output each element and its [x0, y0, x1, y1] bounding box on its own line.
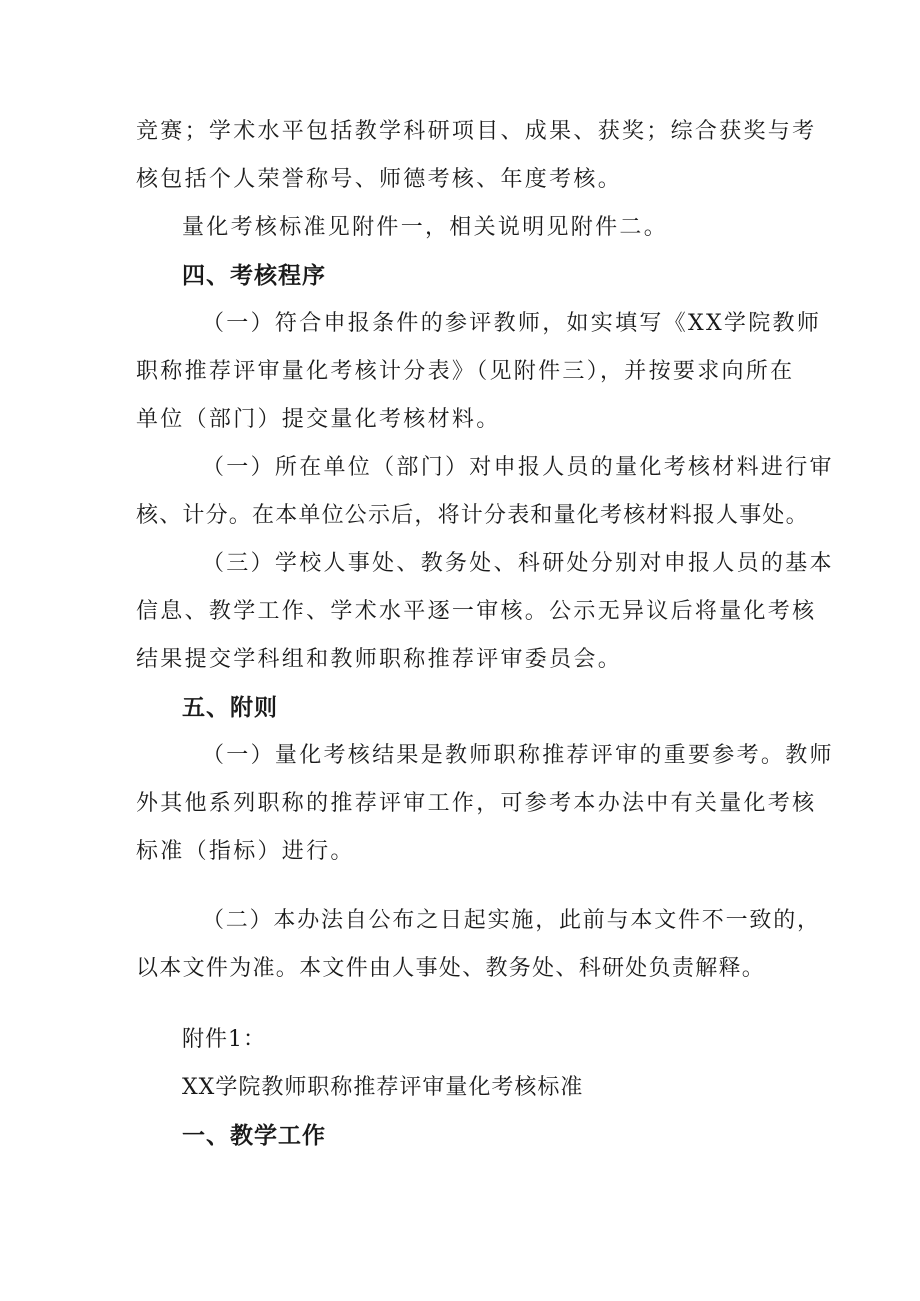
paragraph-line: 核包括个人荣誉称号、师德考核、年度考核。	[136, 167, 623, 192]
paragraph-line: 结果提交学科组和教师职称推荐评审委员会。	[136, 647, 623, 672]
paragraph-line: （一）所在单位（部门）对申报人员的量化考核材料进行审	[202, 455, 834, 480]
paragraph-line: 外其他系列职称的推荐评审工作，可参考本办法中有关量化考核	[136, 791, 817, 816]
attachment-title: XX学院教师职称推荐评审量化考核标准	[182, 1075, 584, 1100]
paragraph-line: （一）量化考核结果是教师职称推荐评审的重要参考。教师	[202, 743, 834, 768]
paragraph-line: （二）本办法自公布之日起实施，此前与本文件不一致的，	[202, 908, 821, 933]
attachment-label: 附件1：	[182, 1027, 266, 1052]
paragraph-line: 量化考核标准见附件一，相关说明见附件二。	[182, 215, 669, 240]
paragraph-line: （一）符合申报条件的参评教师，如实填写《XX学院教师	[202, 311, 822, 336]
paragraph-line: 竞赛；学术水平包括教学科研项目、成果、获奖；综合获奖与考	[136, 119, 817, 144]
section-heading-teaching: 一、教学工作	[182, 1123, 326, 1149]
paragraph-line: 标准（指标）进行。	[136, 839, 355, 864]
paragraph-line: 职称推荐评审量化考核计分表》（见附件三），并按要求向所在	[136, 359, 795, 384]
section-heading-procedure: 四、考核程序	[182, 263, 326, 289]
section-heading-appendix-rules: 五、附则	[182, 695, 278, 721]
paragraph-line: 以本文件为准。本文件由人事处、教务处、科研处负责解释。	[136, 956, 766, 981]
paragraph-line: 单位（部门）提交量化考核材料。	[136, 407, 501, 432]
paragraph-line: （三）学校人事处、教务处、科研处分别对申报人员的基本	[202, 551, 834, 576]
paragraph-line: 核、计分。在本单位公示后，将计分表和量化考核材料报人事处。	[136, 503, 809, 528]
paragraph-line: 信息、教学工作、学术水平逐一审核。公示无异议后将量化考核	[136, 599, 817, 624]
